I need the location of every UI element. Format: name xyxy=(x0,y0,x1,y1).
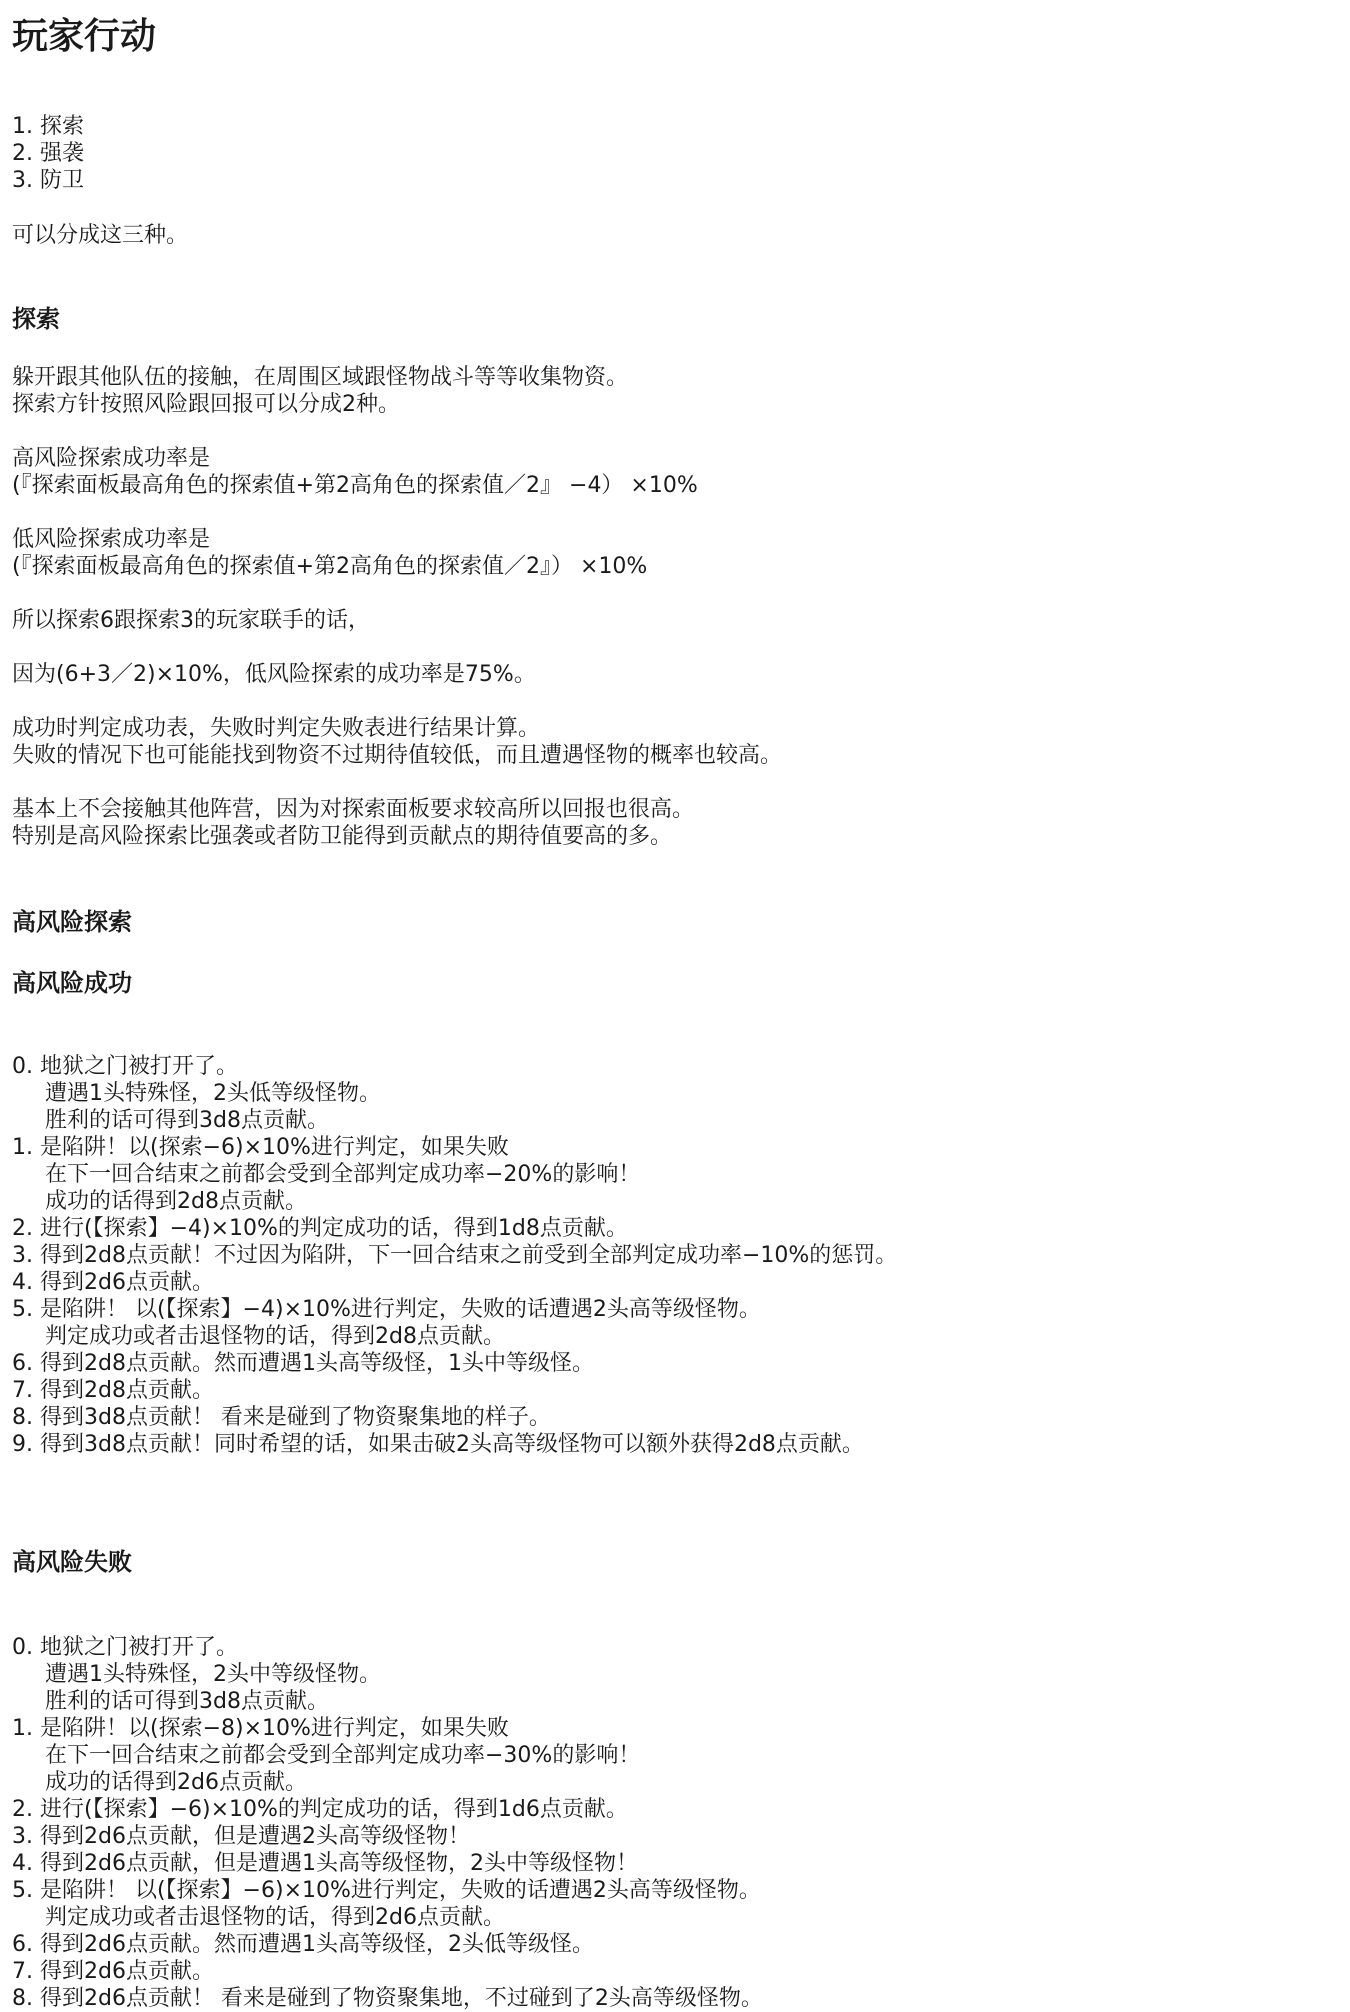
paragraph-line: 成功时判定成功表，失败时判定失败表进行结果计算。 xyxy=(12,716,541,741)
table-row: 4. 得到2d6点贡献。 xyxy=(12,1270,214,1295)
paragraph-line: 低风险探索成功率是 xyxy=(12,527,211,552)
table-row: 胜利的话可得到3d8点贡献。 xyxy=(45,1689,329,1714)
fail-table xyxy=(12,1634,763,2012)
success-table xyxy=(12,1053,897,1458)
paragraph-line: 可以分成这三种。 xyxy=(12,223,189,248)
paragraph-line: 特别是高风险探索比强袭或者防卫能得到贡献点的期待值要高的多。 xyxy=(12,824,673,849)
action-list xyxy=(12,113,84,194)
table-row: 1. 是陷阱！以(探索−6)×10%进行判定，如果失败 xyxy=(12,1135,509,1160)
table-row: 8. 得到3d8点贡献！ 看来是碰到了物资聚集地的样子。 xyxy=(12,1405,551,1430)
page-title: 玩家行动 xyxy=(12,16,157,57)
explore-intro xyxy=(12,364,628,418)
paragraph-line: 所以探索6跟探索3的玩家联手的话， xyxy=(12,608,370,633)
action-note xyxy=(12,222,188,249)
table-row: 遭遇1头特殊怪，2头低等级怪物。 xyxy=(45,1081,381,1106)
paragraph-line: (『探索面板最高角色的探索值+第2高角色的探索值／2』） ×10% xyxy=(12,554,648,579)
table-row: 5. 是陷阱！ 以(【探索】−6)×10%进行判定，失败的话遭遇2头高等级怪物。 xyxy=(12,1878,761,1903)
table-row: 成功的话得到2d6点贡献。 xyxy=(45,1770,307,1795)
table-row: 5. 是陷阱！ 以(【探索】−4)×10%进行判定，失败的话遭遇2头高等级怪物。 xyxy=(12,1297,761,1322)
list-item: 2. 强袭 xyxy=(12,141,84,166)
table-row: 6. 得到2d6点贡献。然而遭遇1头高等级怪，2头低等级怪。 xyxy=(12,1932,594,1957)
table-row: 在下一回合结束之前都会受到全部判定成功率−20%的影响！ xyxy=(45,1162,641,1187)
section-heading-explore: 探索 xyxy=(12,305,60,333)
table-row: 8. 得到2d6点贡献！ 看来是碰到了物资聚集地，不过碰到了2头高等级怪物。 xyxy=(12,1986,763,2011)
result-paragraph xyxy=(12,715,782,769)
table-row: 7. 得到2d8点贡献。 xyxy=(12,1378,214,1403)
list-item: 3. 防卫 xyxy=(12,168,84,193)
high-risk-formula xyxy=(12,445,698,499)
table-row: 3. 得到2d6点贡献，但是遭遇2头高等级怪物！ xyxy=(12,1824,470,1849)
table-row: 3. 得到2d8点贡献！不过因为陷阱，下一回合结束之前受到全部判定成功率−10%的惩罚。 xyxy=(12,1243,898,1268)
table-row: 1. 是陷阱！以(探索−8)×10%进行判定，如果失败 xyxy=(12,1716,509,1741)
table-row: 4. 得到2d6点贡献，但是遭遇1头高等级怪物，2头中等级怪物！ xyxy=(12,1851,638,1876)
low-risk-formula xyxy=(12,526,647,580)
list-item: 1. 探索 xyxy=(12,114,84,139)
table-row: 在下一回合结束之前都会受到全部判定成功率−30%的影响！ xyxy=(45,1743,641,1768)
section-heading-high-risk-fail: 高风险失败 xyxy=(12,1548,132,1576)
table-row: 9. 得到3d8点贡献！同时希望的话，如果击破2头高等级怪物可以额外获得2d8点贡献。 xyxy=(12,1432,864,1457)
example-line xyxy=(12,607,370,634)
table-row: 2. 进行(【探索】−6)×10%的判定成功的话，得到1d6点贡献。 xyxy=(12,1797,628,1822)
table-row: 7. 得到2d6点贡献。 xyxy=(12,1959,214,1984)
paragraph-line: 探索方针按照风险跟回报可以分成2种。 xyxy=(12,392,400,417)
paragraph-line: 因为(6+3／2)×10%，低风险探索的成功率是75%。 xyxy=(12,662,536,687)
section-heading-high-risk-success: 高风险成功 xyxy=(12,969,132,997)
table-row: 遭遇1头特殊怪，2头中等级怪物。 xyxy=(45,1662,381,1687)
paragraph-line: 躲开跟其他队伍的接触，在周围区域跟怪物战斗等等收集物资。 xyxy=(12,365,629,390)
table-row: 成功的话得到2d8点贡献。 xyxy=(45,1189,307,1214)
summary-paragraph xyxy=(12,796,694,850)
example-calc xyxy=(12,661,536,688)
paragraph-line: 高风险探索成功率是 xyxy=(12,446,211,471)
table-row: 0. 地狱之门被打开了。 xyxy=(12,1635,238,1660)
paragraph-line: 基本上不会接触其他阵营，因为对探索面板要求较高所以回报也很高。 xyxy=(12,797,695,822)
table-row: 6. 得到2d8点贡献。然而遭遇1头高等级怪，1头中等级怪。 xyxy=(12,1351,594,1376)
table-row: 判定成功或者击退怪物的话，得到2d8点贡献。 xyxy=(45,1324,505,1349)
section-heading-high-risk: 高风险探索 xyxy=(12,908,132,936)
table-row: 判定成功或者击退怪物的话，得到2d6点贡献。 xyxy=(45,1905,505,1930)
paragraph-line: (『探索面板最高角色的探索值+第2高角色的探索值／2』 −4） ×10% xyxy=(12,473,698,498)
paragraph-line: 失败的情况下也可能能找到物资不过期待值较低，而且遭遇怪物的概率也较高。 xyxy=(12,743,783,768)
table-row: 0. 地狱之门被打开了。 xyxy=(12,1054,238,1079)
table-row: 胜利的话可得到3d8点贡献。 xyxy=(45,1108,329,1133)
table-row: 2. 进行(【探索】−4)×10%的判定成功的话，得到1d8点贡献。 xyxy=(12,1216,628,1241)
